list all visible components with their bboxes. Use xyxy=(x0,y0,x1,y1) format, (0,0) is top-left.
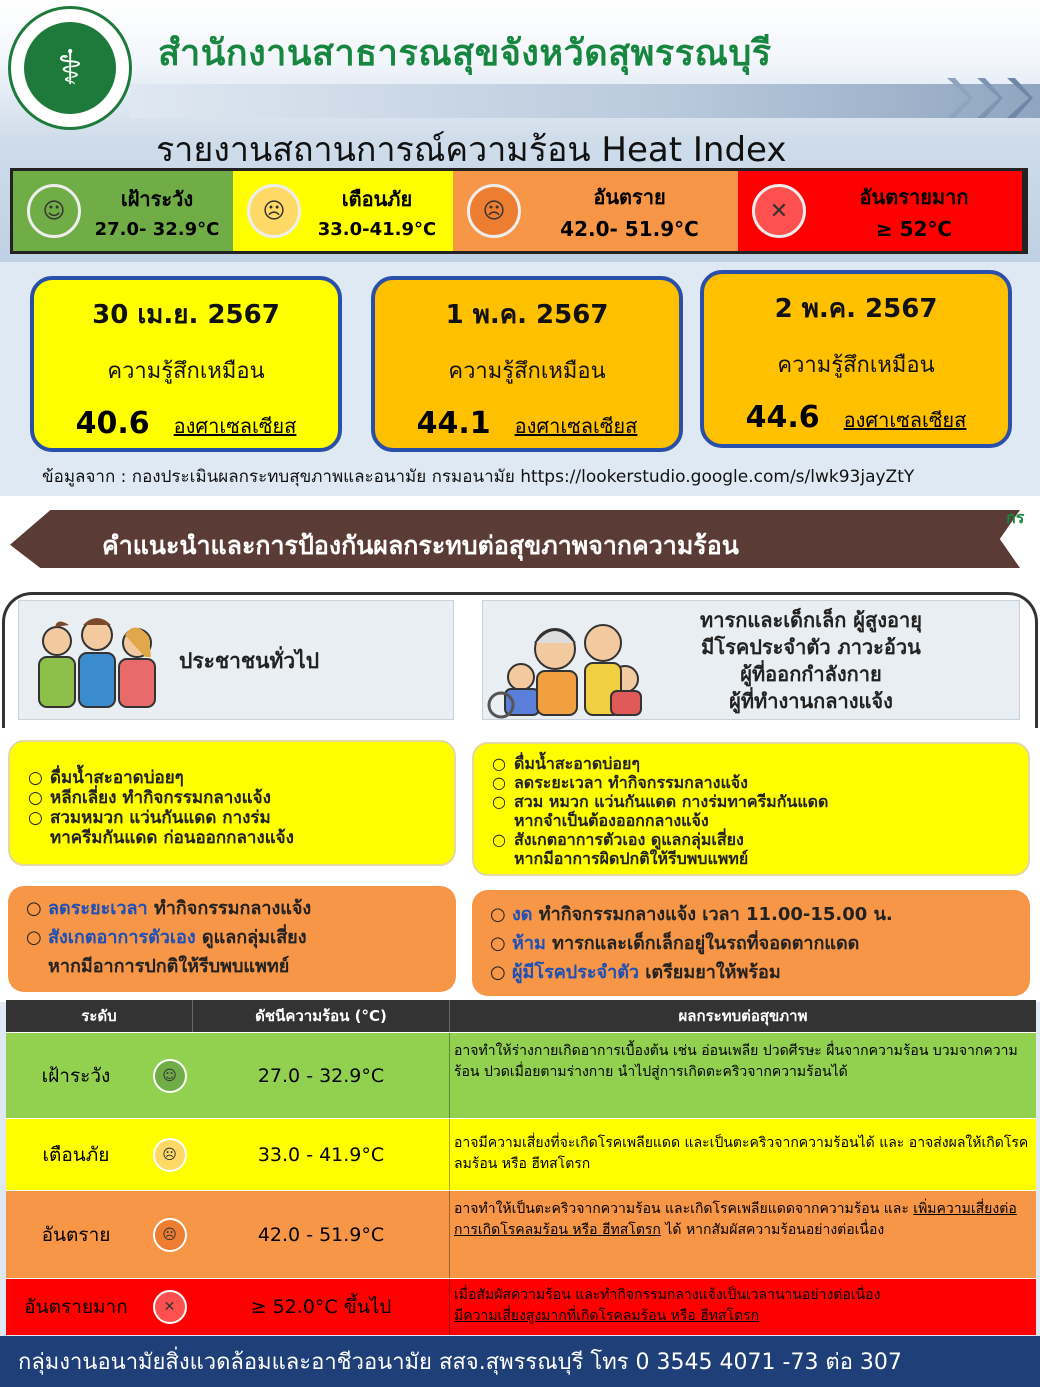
orange-crying-face-icon: ☹ xyxy=(153,1218,187,1252)
tip-item: ○ ลดระยะเวลา ทำกิจกรรมกลางแจ้ง xyxy=(492,773,1010,792)
legend-level-range: ≥ 52°C xyxy=(875,217,953,241)
group-at-risk xyxy=(482,600,1020,720)
legend-level-range: 33.0-41.9°C xyxy=(317,218,437,240)
group-general-public xyxy=(18,600,454,720)
advice-section xyxy=(0,496,1040,1002)
green-smile-face-icon: ☺ xyxy=(153,1059,187,1093)
day-date: 2 พ.ค. 2567 xyxy=(774,294,938,324)
report-title: รายงานสถานการณ์ความร้อน Heat Index xyxy=(156,130,787,170)
legend-level-name: เฝ้าระวัง xyxy=(120,186,194,211)
family-people-icon xyxy=(27,613,167,709)
table-row xyxy=(6,1118,1036,1190)
tip-item: ○ สวมหมวก แว่นกันแดด กางร่ม xyxy=(28,808,436,828)
row-level: เตือนภัย xyxy=(42,1143,110,1166)
row-effect: อาจมีความเสี่ยงที่จะเกิดโรคเพลียแดด และเป็นตะคริวจากความร้อนได้ และ อาจส่งผลให้เกิดโรคลมร้อน หรือ ฮีทสโตรก xyxy=(454,1135,1029,1172)
chevron-right-icon xyxy=(1005,76,1033,120)
row-level: อันตรายมาก xyxy=(24,1296,128,1318)
tip-item: ○ ห้าม ทารกและเด็กเล็กอยู่ในรถที่จอดตากแดด xyxy=(490,929,1012,958)
day-heat-value: 44.1 xyxy=(416,406,491,441)
day-feels-label: ความรู้สึกเหมือน xyxy=(448,359,606,384)
day-card-3 xyxy=(700,270,1012,448)
table-header-level: ระดับ xyxy=(6,1000,193,1032)
legend-level-range: 42.0- 51.9°C xyxy=(560,217,699,241)
tip-item: ○ ลดระยะเวลา ทำกิจกรรมกลางแจ้ง xyxy=(26,894,438,923)
row-range: ≥ 52.0°C ขึ้นไป xyxy=(193,1279,450,1335)
day-date: 1 พ.ค. 2567 xyxy=(445,300,609,330)
org-title: สำนักงานสาธารณสุขจังหวัดสุพรรณบุรี xyxy=(158,33,772,74)
tip-item: ○ ผู้มีโรคประจำตัว เตรียมยาให้พร้อม xyxy=(490,958,1012,987)
day-date: 30 เม.ย. 2567 xyxy=(92,300,280,330)
group-general-label: ประชาชนทั่วไป xyxy=(179,649,320,673)
row-effect: เมื่อสัมผัสความร้อน และทำกิจกรรมกลางแจ้งเป็นเวลานานอย่างต่อเนื่อง มีความเสี่ยงสูงมากที่เกิดโรคลมร้อน หรือ ฮีทสโตรก xyxy=(454,1287,881,1324)
legend-level-4 xyxy=(738,171,1022,251)
ministry-logo xyxy=(8,6,132,130)
table-header-index: ดัชนีความร้อน (°C) xyxy=(193,1000,450,1032)
table-header xyxy=(6,1000,1036,1032)
row-range: 33.0 - 41.9°C xyxy=(193,1119,450,1190)
day-heat-value: 40.6 xyxy=(75,406,150,441)
risk-orange-tips xyxy=(472,890,1030,996)
risk-group-line: มีโรคประจำตัว ภาวะอ้วน xyxy=(701,635,921,659)
tip-item: ○ สังเกตอาการตัวเอง ดูแลกลุ่มเสี่ยง xyxy=(26,923,438,952)
red-dizzy-face-icon: ✕ xyxy=(752,184,806,238)
day-card-1 xyxy=(30,276,342,452)
tip-item-continued: หากมีอาการปกติให้รีบพบแพทย์ xyxy=(48,956,290,977)
yellow-worried-face-icon: ☹ xyxy=(247,184,301,238)
table-row xyxy=(6,1032,1036,1118)
legend-level-3 xyxy=(453,171,738,251)
day-unit: องศาเซลเซียส xyxy=(843,408,967,432)
general-yellow-tips xyxy=(8,740,456,866)
report-header xyxy=(0,0,1040,262)
row-level: อันตราย xyxy=(41,1223,111,1246)
title-bar-decoration xyxy=(130,84,1040,118)
day-feels-label: ความรู้สึกเหมือน xyxy=(107,359,265,384)
tip-item: ○ ดื่มน้ำสะอาดบ่อยๆ xyxy=(28,768,436,788)
risk-group-line: ทารกและเด็กเล็ก ผู้สูงอายุ xyxy=(700,608,922,632)
table-row xyxy=(6,1278,1036,1335)
general-orange-tips xyxy=(8,886,456,992)
row-effect: อาจทำให้ร่างกายเกิดอาการเบื้องต้น เช่น อ่อนเพลีย ปวดศีรษะ ผื่นจากความร้อน บวมจากความร้อน ปวดเมื่อยตามร่างกาย นำไปสู่การเกิดตะคริวจากความร้อนได้ xyxy=(454,1043,1018,1080)
day-heat-value: 44.6 xyxy=(745,400,820,435)
tip-item-continued: ทาครีมกันแดด ก่อนออกกลางแจ้ง xyxy=(50,828,294,848)
legend-level-range: 27.0- 32.9°C xyxy=(94,218,220,240)
chevron-right-icon xyxy=(975,76,1003,120)
row-range: 27.0 - 32.9°C xyxy=(193,1033,450,1118)
legend-level-name: อันตรายมาก xyxy=(859,185,969,209)
footer-contact: กลุ่มงานอนามัยสิ่งแวดล้อมและอาชีวอนามัย สสจ.สุพรรณบุรี โทร 0 3545 4071 -73 ต่อ 307 xyxy=(0,1336,1040,1387)
legend-level-2 xyxy=(233,171,453,251)
heat-index-table xyxy=(6,1000,1036,1335)
table-header-effect: ผลกระทบต่อสุขภาพ xyxy=(678,1007,808,1025)
tip-item: ○ หลีกเลี่ยง ทำกิจกรรมกลางแจ้ง xyxy=(28,788,436,808)
caduceus-icon: ⚕ xyxy=(57,40,83,96)
day-feels-label: ความรู้สึกเหมือน xyxy=(777,353,935,378)
tip-item: ○ งด ทำกิจกรรมกลางแจ้ง เวลา 11.00-15.00 น. xyxy=(490,900,1012,929)
heat-level-legend xyxy=(10,168,1028,254)
orange-crying-face-icon: ☹ xyxy=(467,184,521,238)
tip-item: ○ สังเกตอาการตัวเอง ดูแลกลุ่มเสี่ยง xyxy=(492,830,1010,849)
table-row xyxy=(6,1190,1036,1278)
risk-group-line: ผู้ที่ทำงานกลางแจ้ง xyxy=(729,689,893,713)
day-unit: องศาเซลเซียส xyxy=(173,414,297,438)
tip-item: ○ สวม หมวก แว่นกันแดด กางร่มทาครีมกันแดด xyxy=(492,792,1010,811)
yellow-worried-face-icon: ☹ xyxy=(153,1138,187,1172)
data-source-note: ข้อมูลจาก : กองประเมินผลกระทบสุขภาพและอนามัย กรมอนามัย https://lookerstudio.google.com/s/lwk93jayZtY xyxy=(42,467,915,487)
row-level: เฝ้าระวัง xyxy=(41,1064,111,1087)
red-dizzy-face-icon: ✕ xyxy=(153,1290,187,1324)
tip-item-continued: หากจำเป็นต้องออกกลางแจ้ง xyxy=(514,811,709,830)
day-card-2 xyxy=(371,276,683,452)
legend-level-1 xyxy=(13,171,233,251)
tip-item-continued: หากมีอาการผิดปกติให้รีบพบแพทย์ xyxy=(514,849,749,868)
green-smile-face-icon: ☺ xyxy=(27,184,81,238)
risk-yellow-tips xyxy=(472,742,1030,876)
legend-level-name: อันตราย xyxy=(593,185,666,209)
elderly-children-icon xyxy=(485,619,651,719)
advice-banner-title: คำแนะนำและการป้องกันผลกระทบต่อสุขภาพจากความร้อน xyxy=(102,531,739,560)
row-effect: อาจทำให้เป็นตะคริวจากความร้อน และเกิดโรคเพลียแดดจากความร้อน และ เพิ่มความเสี่ยงต่อการเกิดโรคลมร้อน หรือ ฮีทสโตรก ได้ หากสัมผัสความร้อนอย่างต่อเนื่อง xyxy=(454,1201,1017,1238)
risk-group-line: ผู้ที่ออกกำลังกาย xyxy=(740,662,882,686)
legend-level-name: เตือนภัย xyxy=(341,186,413,211)
chevron-right-icon xyxy=(945,76,973,120)
day-unit: องศาเซลเซียส xyxy=(514,414,638,438)
department-logo-fragment: กร xyxy=(1006,508,1025,527)
row-range: 42.0 - 51.9°C xyxy=(193,1191,450,1278)
tip-item: ○ ดื่มน้ำสะอาดบ่อยๆ xyxy=(492,754,1010,773)
